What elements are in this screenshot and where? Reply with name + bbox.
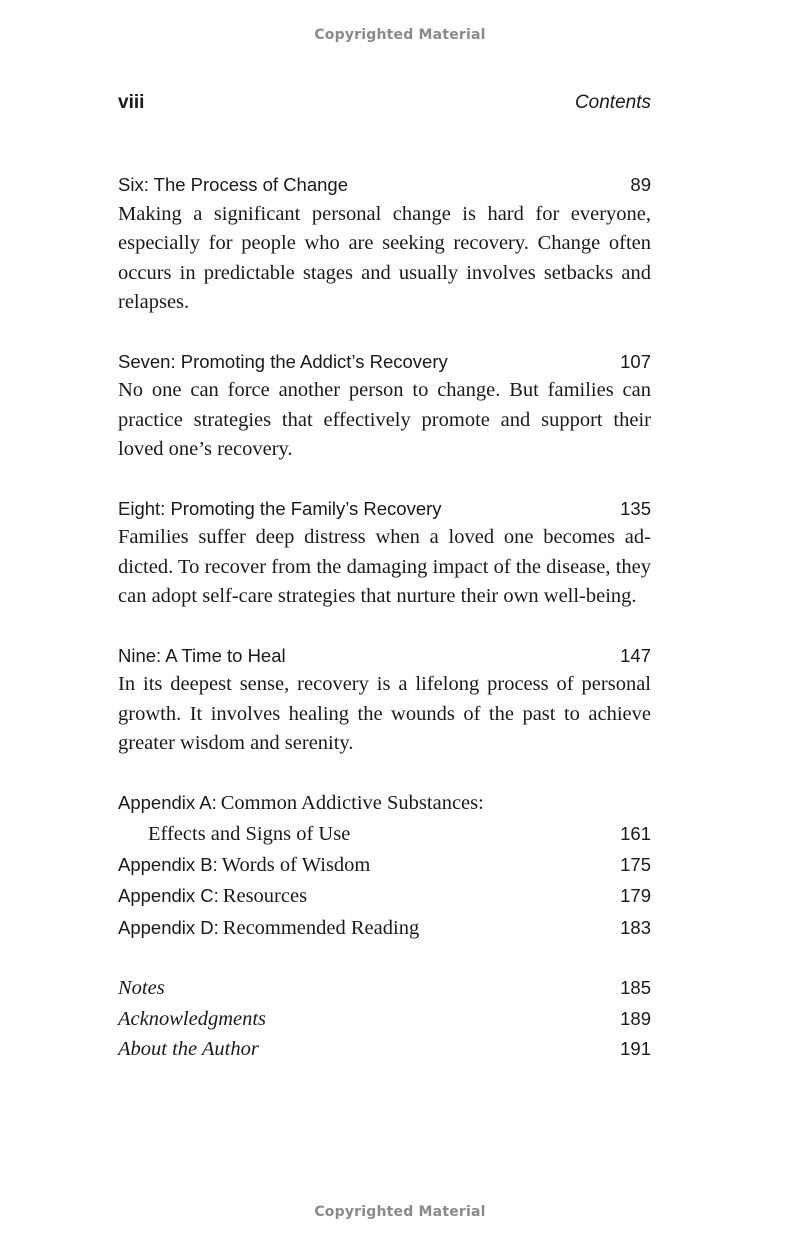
end-matter-title: Acknowledgments (118, 1007, 267, 1030)
page-folio: viii (118, 92, 145, 113)
appendix-label: Appendix A: (118, 791, 217, 813)
appendix-d-row (118, 913, 651, 945)
chapter-heading-row (118, 494, 651, 524)
toc-chapter-nine (118, 641, 651, 759)
end-matter-page-number: 189 (620, 1007, 651, 1029)
appendix-label: Appendix C: (118, 885, 219, 906)
end-matter-page-number: 191 (620, 1038, 651, 1059)
chapter-heading-row (118, 641, 651, 671)
appendix-page-number: 175 (620, 853, 651, 875)
running-head (118, 92, 651, 118)
appendix-c-row (118, 881, 651, 913)
chapter-page-number: 107 (620, 350, 651, 372)
appendix-title-continued: Effects and Signs of Use (148, 823, 351, 845)
chapter-heading-row (118, 170, 651, 200)
chapter-page-number: 135 (620, 497, 651, 519)
chapter-description: Families suffer deep distress when a loved one becomes addicted. To recover from the damaging impact of the disease, they can adopt self-care strategies that nurture their own well-being. (118, 526, 651, 607)
chapter-page-number: 89 (630, 174, 651, 195)
toc-chapter-six (118, 170, 651, 318)
appendix-a-continued-row (118, 819, 651, 850)
appendix-page-number: 179 (620, 885, 651, 906)
appendix-title: Common Addictive Substances: (220, 791, 484, 814)
chapter-description: No one can force another person to change. But families can practice strategies that effectively promote and support their loved one’s recovery. (118, 379, 651, 460)
end-matter-row (118, 973, 651, 1004)
appendix-title: Recommended Reading (222, 916, 420, 939)
end-matter-title: About the Author (118, 1038, 259, 1060)
appendix-label: Appendix D: (118, 916, 219, 938)
appendix-page-number: 183 (620, 916, 651, 938)
chapter-title: Seven: Promoting the Addict’s Recovery (118, 350, 448, 372)
chapter-description: In its deepest sense, recovery is a lifelong process of personal growth. It involves healing the wounds of the past to achieve greater wisdom and serenity. (118, 673, 651, 754)
appendix-title: Resources (222, 885, 308, 907)
toc-page (118, 92, 651, 1065)
chapter-description: Making a significant personal change is hard for everyone, especially for people who are seeking recovery. Change often occurs in predictable stages and usually involves setbacks and relapses. (118, 202, 651, 313)
watermark-bottom: Copyrighted Material (314, 1204, 486, 1220)
end-matter-row (118, 1004, 651, 1035)
appendix-b-row (118, 850, 651, 882)
end-matter-row (118, 1034, 651, 1065)
toc-chapter-seven (118, 347, 651, 465)
appendix-label: Appendix B: (118, 853, 218, 875)
appendix-a-row (118, 788, 651, 820)
chapter-title: Six: The Process of Change (118, 174, 349, 195)
watermark-top: Copyrighted Material (314, 27, 486, 43)
chapter-page-number: 147 (620, 644, 651, 666)
section-name: Contents (574, 92, 651, 113)
end-matter-page-number: 185 (620, 977, 651, 998)
chapter-heading-row (118, 347, 651, 377)
chapter-title: Eight: Promoting the Family’s Recovery (118, 497, 442, 519)
appendix-title: Words of Wisdom (221, 853, 371, 876)
toc-appendices (118, 788, 651, 945)
appendix-page-number: 161 (620, 823, 651, 844)
end-matter-title: Notes (118, 977, 165, 999)
toc-chapter-eight (118, 494, 651, 612)
chapter-title: Nine: A Time to Heal (118, 644, 286, 666)
toc-end-matter (118, 973, 651, 1065)
